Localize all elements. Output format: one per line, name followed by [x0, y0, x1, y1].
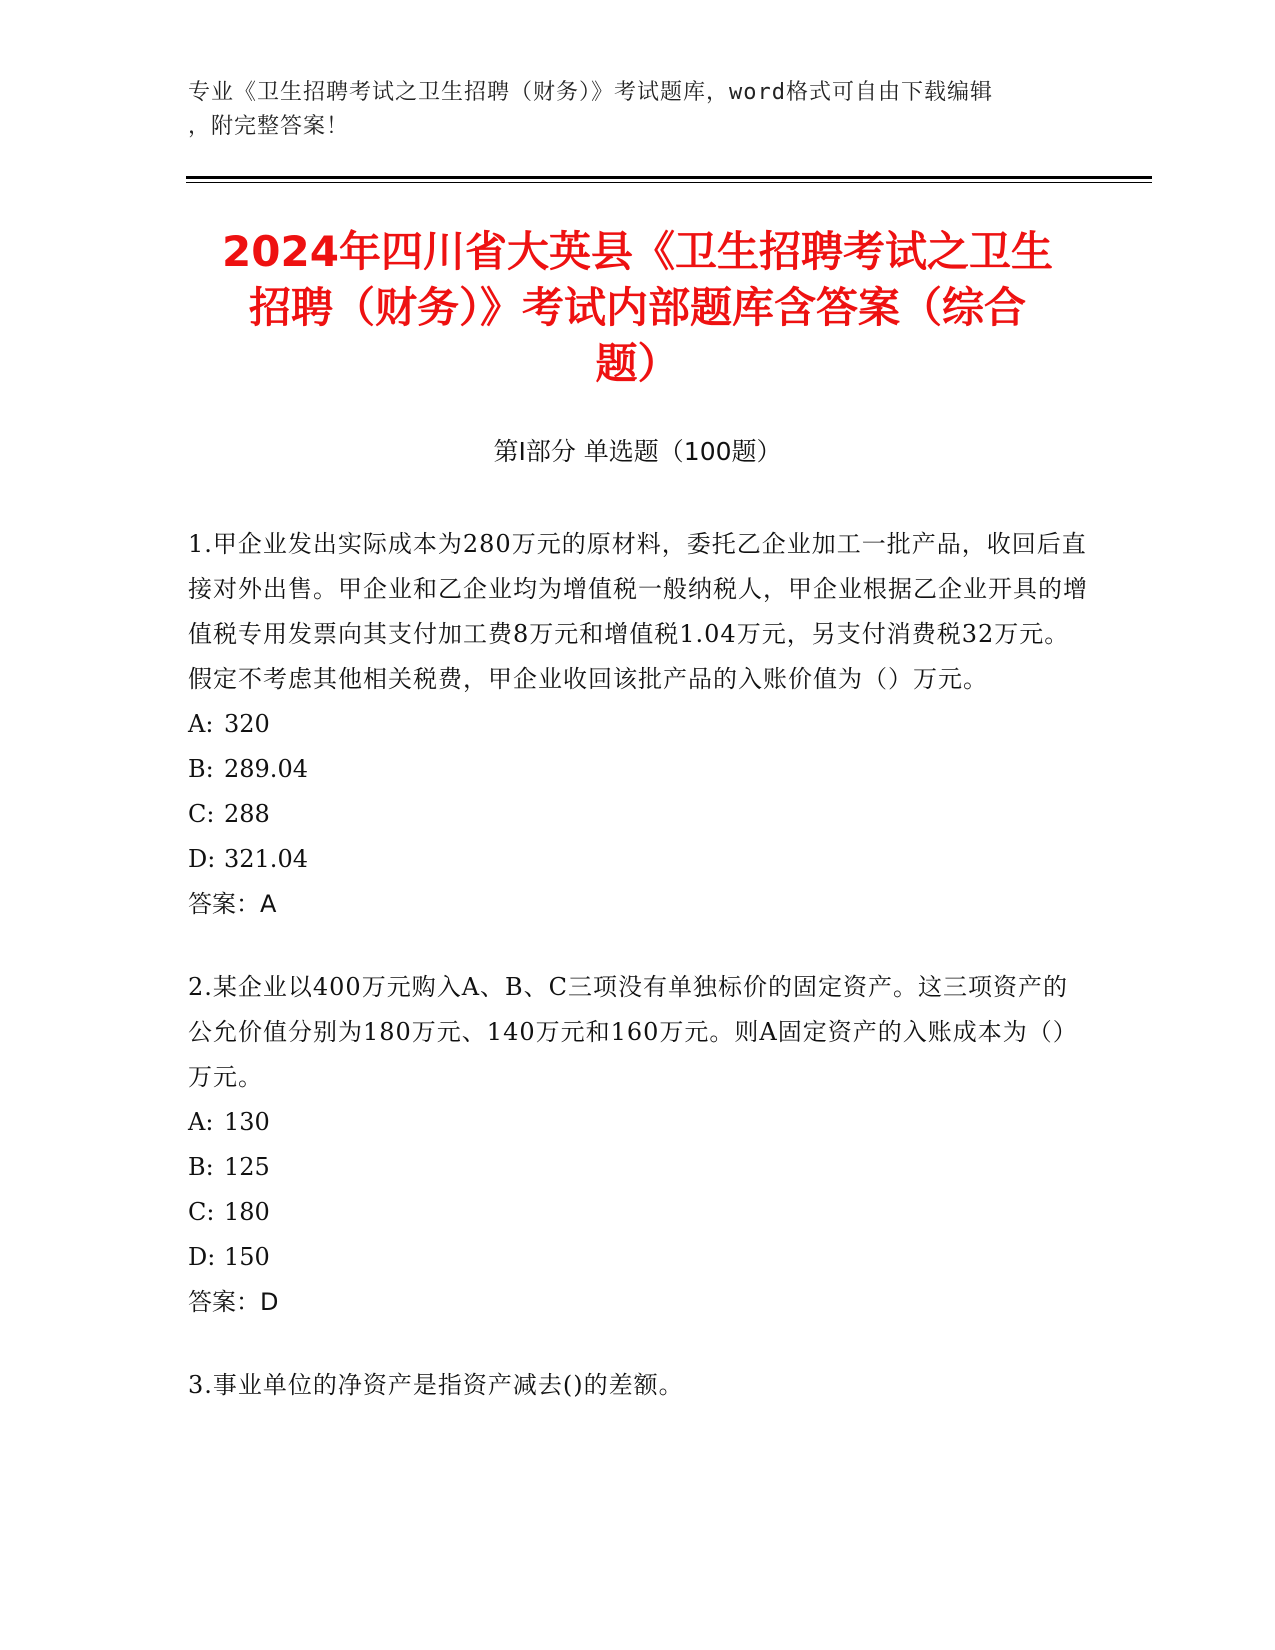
title-line-3: 题） — [595, 339, 680, 388]
option-b — [188, 1145, 1088, 1190]
option-a — [188, 702, 1088, 747]
option-a — [188, 1100, 1088, 1145]
option-text: 130 — [224, 1108, 270, 1136]
header-divider-thin — [186, 182, 1152, 183]
question-stem: 3.事业单位的净资产是指资产减去()的差额。 — [188, 1371, 684, 1399]
option-text: 289.04 — [224, 755, 308, 783]
question-stem: 1.甲企业发出实际成本为280万元的原材料，委托乙企业加工一批产品，收回后直接对外出售。甲企业和乙企业均为增值税一般纳税人，甲企业根据乙企业开具的增值税专用发票向其支付加工费8万元和增值税1.04万元，另支付消费税32万元。假定不考虑其他相关税费，甲企业收回该批产品的入账价值为（）万元。 — [188, 530, 1088, 693]
document-title — [180, 224, 1095, 392]
option-letter: C: — [188, 1198, 215, 1226]
option-letter: A: — [188, 1108, 214, 1136]
option-letter: B: — [188, 1153, 214, 1181]
question-2 — [188, 965, 1088, 1325]
header-note — [188, 76, 1068, 144]
option-letter: D: — [188, 1243, 216, 1271]
option-text: 180 — [224, 1198, 270, 1226]
answer-line: 答案：A — [188, 890, 277, 918]
option-c — [188, 792, 1088, 837]
option-letter: B: — [188, 755, 214, 783]
option-d — [188, 1235, 1088, 1280]
option-text: 288 — [224, 800, 270, 828]
question-list — [188, 522, 1088, 1446]
option-text: 321.04 — [224, 845, 308, 873]
header-note-line-1: 专业《卫生招聘考试之卫生招聘（财务）》考试题库，word格式可自由下载编辑 — [188, 80, 993, 105]
option-text: 125 — [224, 1153, 270, 1181]
option-letter: C: — [188, 800, 215, 828]
question-1 — [188, 522, 1088, 927]
option-text: 150 — [224, 1243, 270, 1271]
answer-line: 答案：D — [188, 1288, 279, 1316]
option-text: 320 — [224, 710, 270, 738]
section-heading: 第Ⅰ部分 单选题（100题） — [493, 437, 782, 466]
option-letter: D: — [188, 845, 216, 873]
header-note-line-2: ，附完整答案！ — [188, 114, 350, 139]
title-line-1: 2024年四川省大英县《卫生招聘考试之卫生 — [222, 227, 1053, 276]
question-stem: 2.某企业以400万元购入A、B、C三项没有单独标价的固定资产。这三项资产的公允价值分别为180万元、140万元和160万元。则A固定资产的入账成本为（）万元。 — [188, 973, 1078, 1091]
title-line-2: 招聘（财务）》考试内部题库含答案（综合 — [248, 283, 1026, 332]
option-c — [188, 1190, 1088, 1235]
option-b — [188, 747, 1088, 792]
option-d — [188, 837, 1088, 882]
question-3 — [188, 1363, 1088, 1408]
header-divider-thick — [186, 176, 1152, 179]
option-letter: A: — [188, 710, 214, 738]
